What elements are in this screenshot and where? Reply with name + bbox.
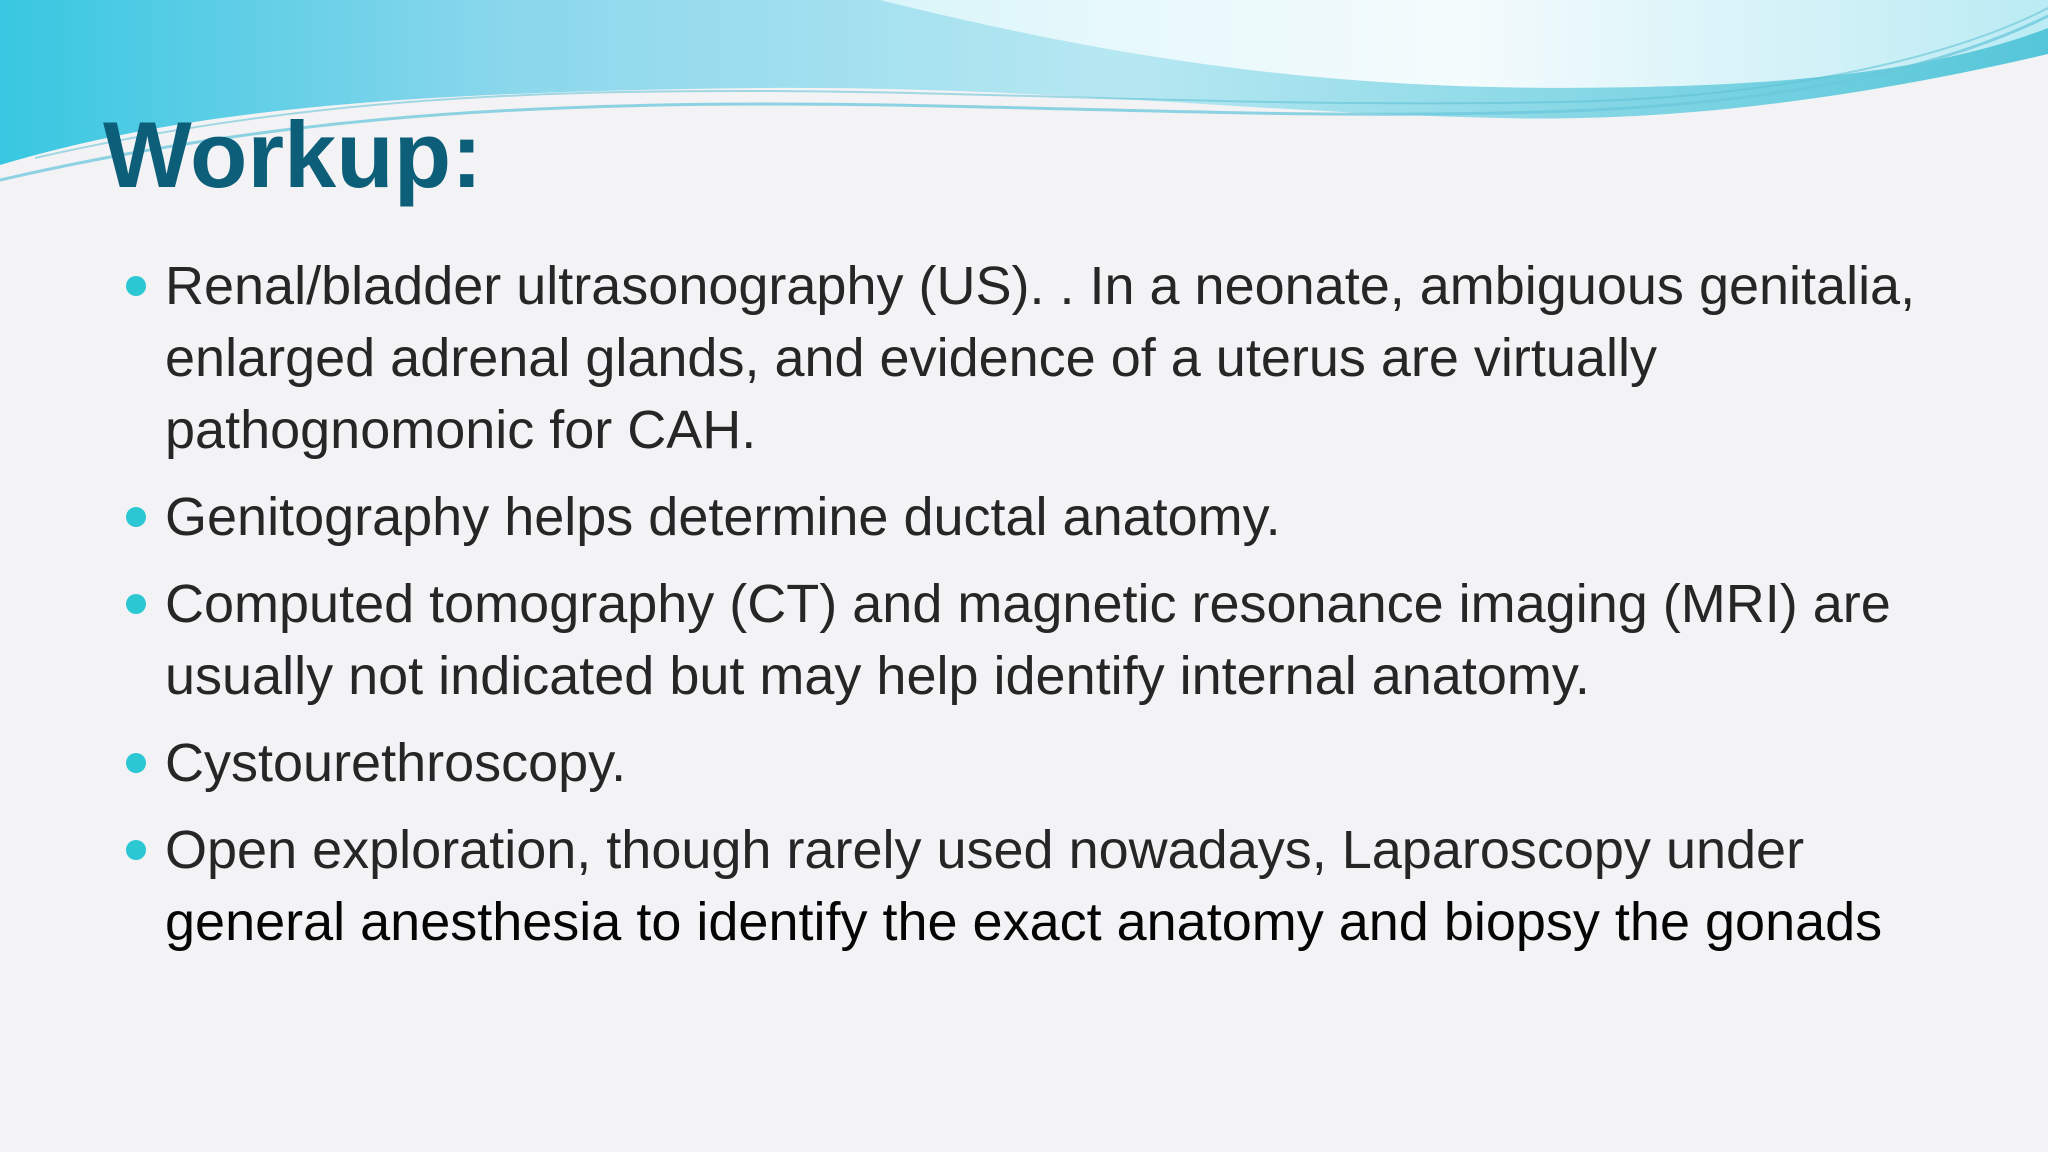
- bullet-icon: [126, 276, 146, 296]
- bullet-icon: [126, 507, 146, 527]
- bullet-list: [120, 250, 1950, 973]
- bullet-item-cystourethroscopy: [120, 727, 1950, 799]
- bullet-text-lead: Open exploration, though rarely used nowadays, Laparoscopy under: [165, 820, 1805, 880]
- bullet-text: Computed tomography (CT) and magnetic resonance imaging (MRI) are usually not indicated but may help identify internal anatomy.: [165, 574, 1891, 706]
- slide-title: Workup:: [103, 102, 483, 207]
- bullet-text: Genitography helps determine ductal anatomy.: [165, 487, 1281, 547]
- bullet-text: Renal/bladder ultrasonography (US). . In a neonate, ambiguous genitalia, enlarged adrenal glands, and evidence of a uterus are virtually pathognomonic for CAH.: [165, 256, 1916, 460]
- bullet-item-open-exploration: [120, 814, 1950, 958]
- bullet-item-ultrasonography: [120, 250, 1950, 466]
- bullet-icon: [126, 594, 146, 614]
- bullet-item-ct-mri: [120, 568, 1950, 712]
- bullet-icon: [126, 840, 146, 860]
- bullet-icon: [126, 753, 146, 773]
- bullet-text: Cystourethroscopy.: [165, 733, 627, 793]
- bullet-item-genitography: [120, 481, 1950, 553]
- bullet-text-tail: general anesthesia to identify the exact anatomy and biopsy the gonads: [165, 892, 1883, 952]
